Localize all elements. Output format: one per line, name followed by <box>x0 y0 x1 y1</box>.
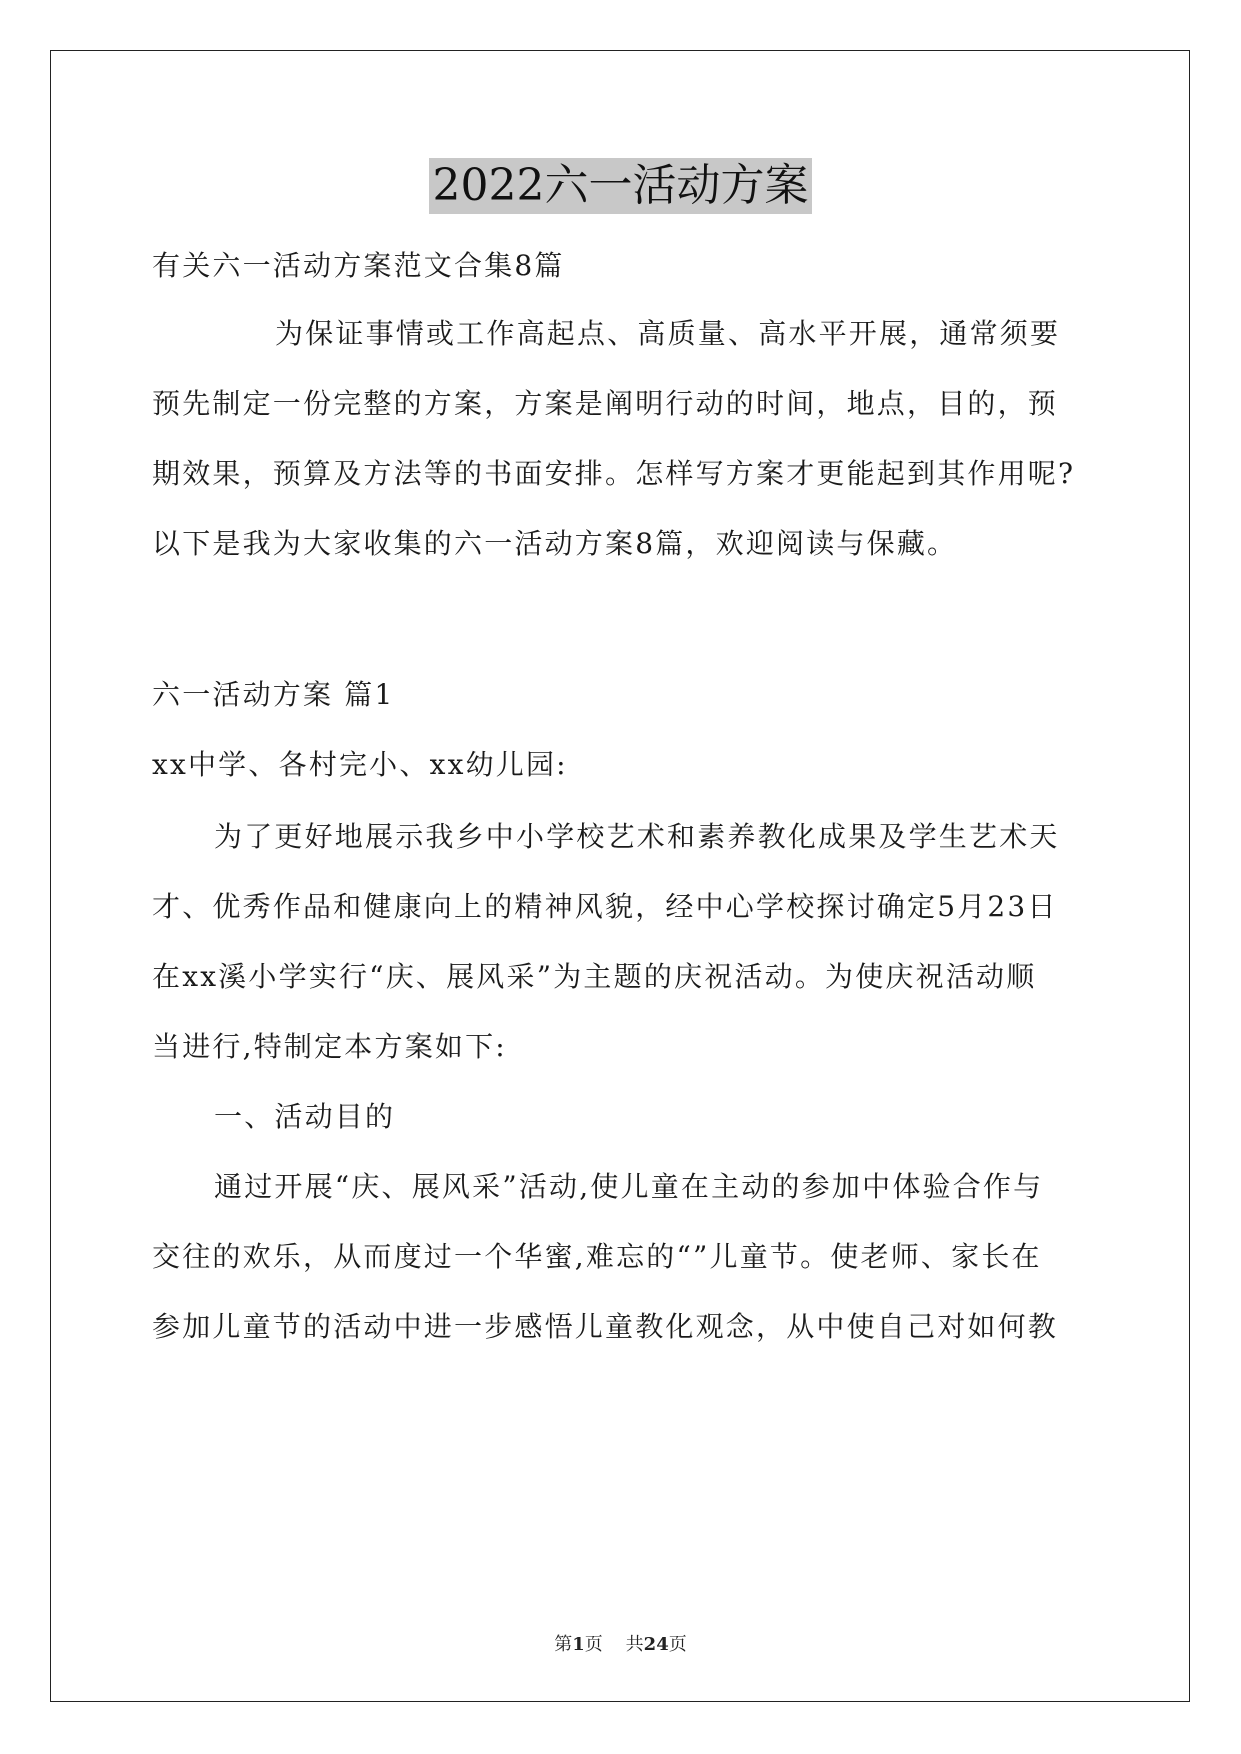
page-footer <box>0 1630 1241 1656</box>
intro-line: 以下是我为大家收集的六一活动方案8篇，欢迎阅读与保藏。 <box>152 527 958 560</box>
body-line: 才、优秀作品和健康向上的精神风貌，经中心学校探讨确定5月23日 <box>152 890 1058 923</box>
document-subtitle: 有关六一活动方案范文合集8篇 <box>152 249 565 282</box>
body-line: 交往的欢乐，从而度过一个华蜜,难忘的“”儿童节。使老师、家长在 <box>152 1240 1042 1273</box>
addressee: xx中学、各村完小、xx幼儿园: <box>152 748 568 781</box>
section-heading: 六一活动方案 篇1 <box>152 678 395 711</box>
document-title: 2022六一活动方案 <box>429 158 813 214</box>
footer-mid: 页 共 <box>584 1634 644 1655</box>
footer-page-number: 1 <box>572 1634 585 1655</box>
body-line: 在xx溪小学实行“庆、展风采”为主题的庆祝活动。为使庆祝活动顺 <box>152 960 1037 993</box>
body-line: 当进行,特制定本方案如下: <box>152 1030 507 1063</box>
footer-suffix: 页 <box>668 1634 687 1655</box>
body-line: 为了更好地展示我乡中小学校艺术和素养教化成果及学生艺术天 <box>214 820 1060 853</box>
footer-total-pages: 24 <box>643 1634 669 1655</box>
intro-line: 为保证事情或工作高起点、高质量、高水平开展，通常须要 <box>275 317 1061 350</box>
body-line: 参加儿童节的活动中进一步感悟儿童教化观念，从中使自己对如何教 <box>152 1310 1059 1343</box>
page-border <box>50 50 1190 1702</box>
sub-heading: 一、活动目的 <box>214 1100 396 1133</box>
footer-prefix: 第 <box>554 1634 573 1655</box>
intro-line: 预先制定一份完整的方案，方案是阐明行动的时间，地点，目的，预 <box>152 387 1059 420</box>
intro-line: 期效果，预算及方法等的书面安排。怎样写方案才更能起到其作用呢? <box>152 457 1076 490</box>
body-line: 通过开展“庆、展风采”活动,使儿童在主动的参加中体验合作与 <box>214 1170 1044 1203</box>
